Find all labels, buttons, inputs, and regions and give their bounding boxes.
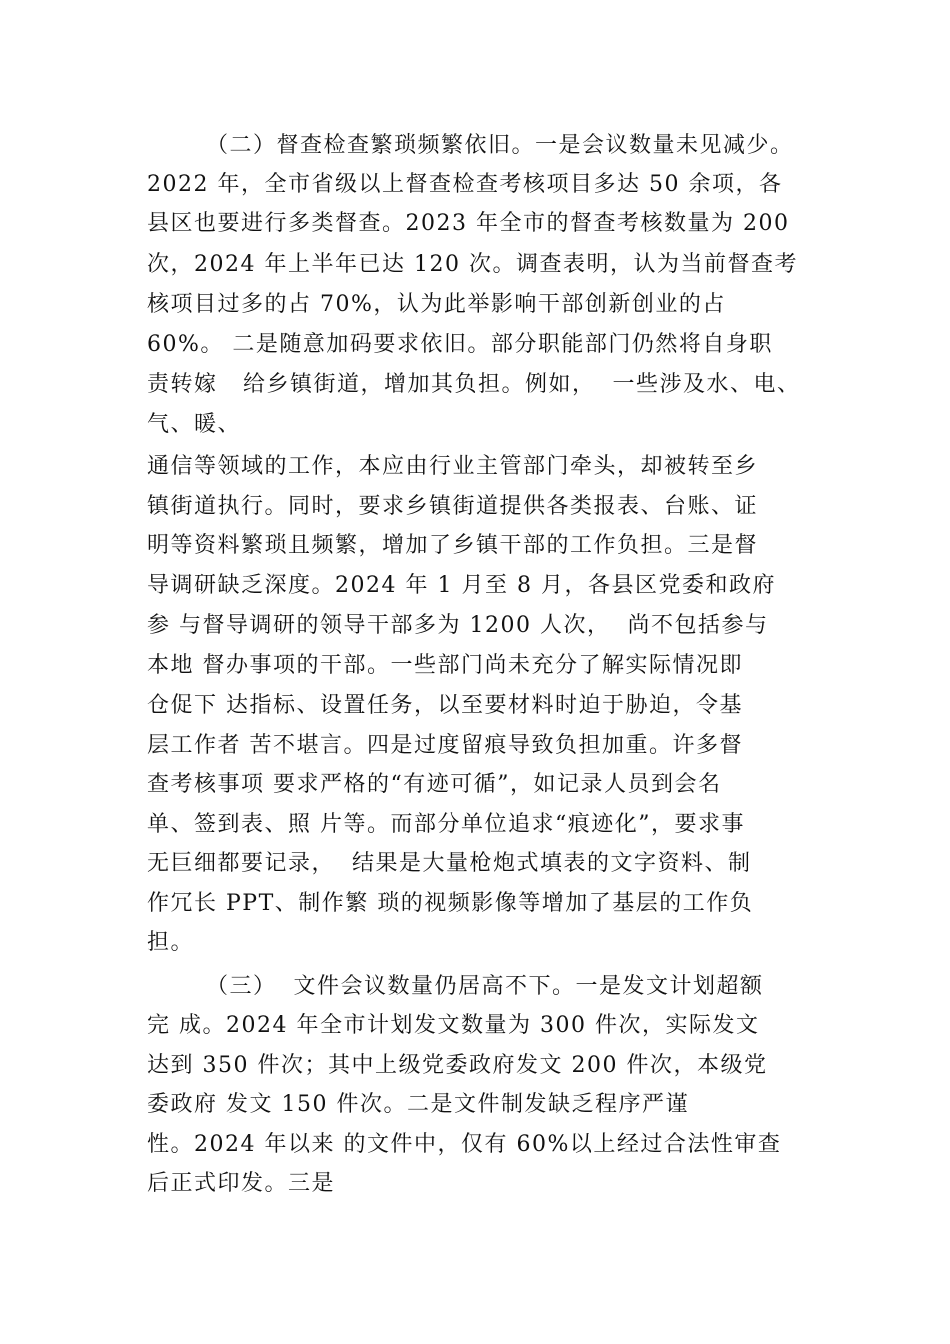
paragraph-2-line-15: 仓促下 达指标、设置任务，以至要材料时迫于胁迫，令基 — [147, 693, 743, 718]
paragraph-3-line-1: （三） 文件会议数量仍居高不下。一是发文计划超额 — [206, 974, 764, 999]
paragraph-2-line-17: 查考核事项 要求严格的“有迹可循”，如记录人员到会名 — [147, 772, 722, 797]
paragraph-2-line-4: 次，2024 年上半年已达 120 次。调查表明，认为当前督查考 — [147, 252, 798, 277]
paragraph-3-line-4: 委政府 发文 150 件次。二是文件制发缺乏程序严谨 — [147, 1092, 689, 1117]
paragraph-3-line-5: 性。2024 年以来 的文件中，仅有 60%以上经过合法性审查 — [147, 1132, 782, 1157]
paragraph-2-line-7: 责转嫁 给乡镇街道，增加其负担。例如， 一些涉及水、电、 — [147, 372, 801, 397]
paragraph-2-line-18: 单、签到表、照 片等。而部分单位追求“痕迹化”，要求事 — [147, 812, 745, 837]
paragraph-2-line-11: 明等资料繁琐且频繁，增加了乡镇干部的工作负担。三是督 — [147, 533, 759, 558]
paragraph-2-line-9: 通信等领域的工作，本应由行业主管部门牵头，却被转至乡 — [147, 454, 759, 479]
paragraph-2-line-1: （二）督查检查繁琐频繁依旧。一是会议数量未见减少。 — [206, 133, 794, 158]
paragraph-2-line-21: 担。 — [147, 930, 195, 955]
paragraph-3-line-2: 完 成。2024 年全市计划发文数量为 300 件次，实际发文 — [147, 1013, 760, 1038]
paragraph-2-line-14: 本地 督办事项的干部。一些部门尚未充分了解实际情况即 — [147, 653, 743, 678]
paragraph-2-line-6: 60%。 二是随意加码要求依旧。部分职能部门仍然将自身职 — [147, 332, 773, 357]
paragraph-2-line-10: 镇街道执行。同时，要求乡镇街道提供各类报表、台账、证 — [147, 494, 759, 519]
paragraph-2-line-16: 层工作者 苦不堪言。四是过度留痕导致负担加重。许多督 — [147, 733, 743, 758]
paragraph-3-line-6: 后正式印发。三是 — [147, 1171, 336, 1196]
paragraph-2-line-2: 2022 年，全市省级以上督查检查考核项目多达 50 余项，各 — [147, 172, 783, 197]
paragraph-2-line-12: 导调研缺乏深度。2024 年 1 月至 8 月，各县区党委和政府 — [147, 573, 776, 598]
paragraph-3-line-3: 达到 350 件次；其中上级党委政府发文 200 件次，本级党 — [147, 1053, 768, 1078]
paragraph-2-line-13: 参 与督导调研的领导干部多为 1200 人次， 尚不包括参与 — [147, 613, 769, 638]
paragraph-2-line-5: 核项目过多的占 70%，认为此举影响干部创新创业的占 — [147, 292, 726, 317]
paragraph-2-line-19: 无巨细都要记录， 结果是大量枪炮式填表的文字资料、制 — [147, 851, 752, 876]
paragraph-2-line-20: 作冗长 PPT、制作繁 琐的视频影像等增加了基层的工作负 — [147, 891, 754, 916]
paragraph-2-line-3: 县区也要进行多类督查。2023 年全市的督查考核数量为 200 — [147, 211, 790, 236]
paragraph-2-line-8: 气、暖、 — [147, 412, 242, 437]
